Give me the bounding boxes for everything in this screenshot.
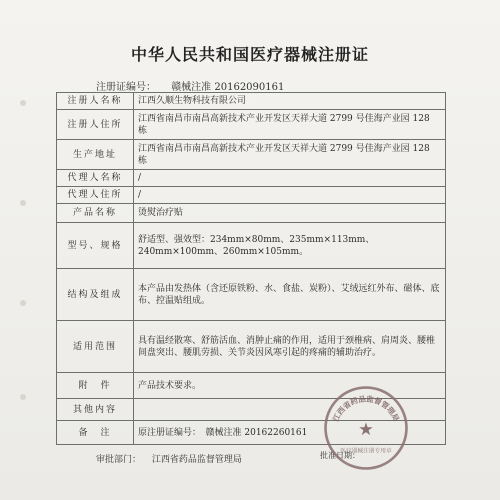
registration-number — [96, 78, 284, 93]
field-value: 本产品由发热体（含还原铁粉、水、食盐、炭粉）、艾绒远红外布、磁体、底布、控温贴组成。 — [134, 269, 446, 321]
approval-department-label: 审批部门： — [96, 455, 142, 465]
field-key: 注册人名称 — [57, 93, 134, 110]
binder-holes — [20, 100, 30, 400]
field-value: 江西久顺生物科技有限公司 — [134, 93, 446, 110]
field-key: 适用范围 — [57, 321, 134, 373]
table-row — [57, 269, 446, 321]
approval-date-label: 批准日期： — [320, 451, 360, 460]
official-seal — [322, 384, 410, 472]
field-value: / — [134, 187, 446, 204]
approval-department — [96, 452, 242, 465]
field-key: 结构及组成 — [57, 269, 134, 321]
table-row — [57, 187, 446, 204]
field-value: / — [134, 170, 446, 187]
registration-number-value: 赣械注准 20162090161 — [171, 82, 285, 93]
table-row — [57, 223, 446, 269]
seal-text: 江西省药品监督管理局 — [331, 394, 401, 423]
seal-subtext: 医疗器械注册专用章 — [340, 448, 392, 455]
table-row — [57, 321, 446, 373]
field-key: 备 注 — [57, 421, 134, 445]
field-key: 生产地址 — [57, 140, 134, 170]
registration-number-label: 注册证编号： — [96, 82, 156, 93]
star-icon: ★ — [358, 420, 374, 441]
field-value: 具有温经散寒、舒筋活血、消肿止痛的作用，适用于颈椎病、肩周炎、腰椎间盘突出、腰肌劳损、关节炎因风寒引起的疼痛的辅助治疗。 — [134, 321, 446, 373]
field-key: 代理人名称 — [57, 170, 134, 187]
field-key: 代理人住所 — [57, 187, 134, 204]
table-row — [57, 93, 446, 110]
field-value: 舒适型、强效型：234mm×80mm、235mm×113mm、240mm×100mm、260mm×105mm。 — [134, 223, 446, 269]
field-key: 产品名称 — [57, 204, 134, 223]
field-key: 其他内容 — [57, 399, 134, 421]
field-value: 烫熨治疗贴 — [134, 204, 446, 223]
document-title: 中华人民共和国医疗器械注册证 — [130, 45, 369, 64]
field-key: 附 件 — [57, 373, 134, 399]
table-row — [57, 204, 446, 223]
table-row — [57, 140, 446, 170]
field-value: 原注册证编号： 赣械注准 20162260161 — [134, 421, 446, 445]
field-value: 江西省南昌市南昌高新技术产业开发区天祥大道 2799 号佳海产业园 128 栋 — [134, 110, 446, 140]
field-value: 江西省南昌市南昌高新技术产业开发区天祥大道 2799 号佳海产业园 128 栋 — [134, 140, 446, 170]
table-row — [57, 170, 446, 187]
field-key: 型号、规格 — [57, 223, 134, 269]
field-key: 注册人住所 — [57, 110, 134, 140]
table-row — [57, 110, 446, 140]
field-value: 产品技术要求。 — [134, 373, 446, 399]
approval-department-value: 江西省药品监督管理局 — [151, 455, 242, 465]
